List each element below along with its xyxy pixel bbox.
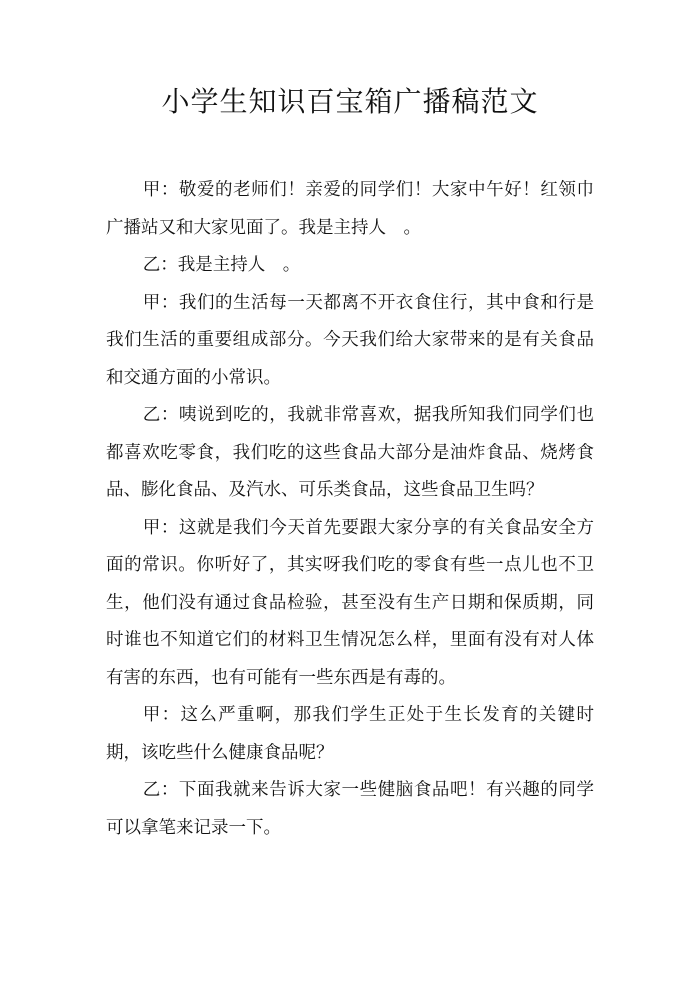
paragraph: 甲：这么严重啊，那我们学生正处于生长发育的关键时期，该吃些什么健康食品呢？ — [106, 705, 594, 763]
paragraph: 乙：咦说到吃的，我就非常喜欢，据我所知我们同学们也都喜欢吃零食，我们吃的这些食品大部分是油炸食品、烧烤食品、膨化食品、及汽水、可乐类食品，这些食品卫生吗？ — [106, 405, 594, 500]
paragraph: 乙：下面我就来告诉大家一些健脑食品吧！有兴趣的同学可以拿笔来记录一下。 — [106, 780, 594, 838]
paragraph: 乙：我是主持人 。 — [142, 255, 301, 275]
paragraph: 甲：这就是我们今天首先要跟大家分享的有关食品安全方面的常识。你听好了，其实呀我们吃的零食有些一点儿也不卫生，他们没有通过食品检验，甚至没有生产日期和保质期，同时谁也不知道它们的材料卫生情况怎么样，里面有没有对人体有害的东西，也有可能有一些东西是有毒的。 — [106, 517, 594, 688]
paragraph: 甲：敬爱的老师们！亲爱的同学们！大家中午好！红领巾广播站又和大家见面了。我是主持人 。 — [106, 180, 594, 238]
document-body — [106, 172, 594, 847]
document-title: 小学生知识百宝箱广播稿范文 — [161, 85, 539, 118]
paragraph: 甲：我们的生活每一天都离不开衣食住行，其中食和行是我们生活的重要组成部分。今天我们给大家带来的是有关食品和交通方面的小常识。 — [106, 292, 594, 388]
